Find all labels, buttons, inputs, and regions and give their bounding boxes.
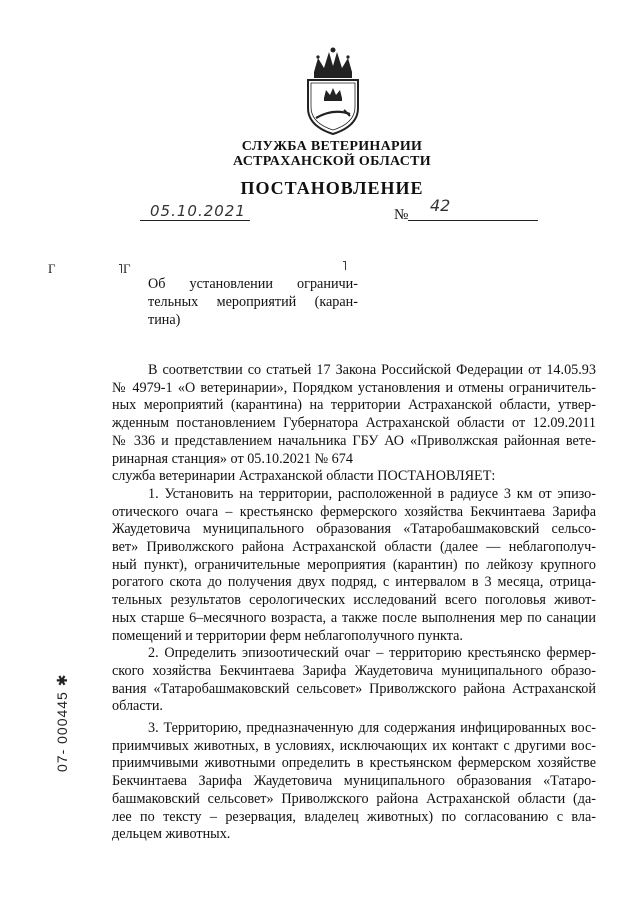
document-number: 42 [430,196,451,215]
document-subject [148,275,358,329]
item1-line: помещений и территории ферм неблагополучного пункта. [112,627,463,644]
item1-line: Жаудетовича муниципального образования «Татаробашмаковский сельсо- [112,521,596,538]
preamble-line: № 336 и представлением начальника ГБУ АО «Приволжская районная вете- [112,432,596,449]
date-underline [140,220,250,221]
item3-line: лее по тексту – резервация, владелец животных) по согласованию с вла- [112,808,596,825]
preamble-line: В соответствии со статьей 17 Закона Российской Федерации от 14.05.93 [148,362,596,378]
organization-name-line2: АСТРАХАНСКОЙ ОБЛАСТИ [232,154,431,169]
item3-line: приимчивыми животными определить в крестьянском фермерском хозяйстве [112,755,596,772]
corner-mark-left: Г [48,261,56,276]
preamble-line: жденным постановлением Губернатора Астраханской области от 12.09.2011 [112,415,596,432]
item1-line: ных старше 6–месячного возраста, а также после выполнения мер по санации [112,609,596,626]
corner-mark-subject-left: ˥Г [118,261,131,276]
item2-line: 2. Определить эпизоотический очаг – территорию крестьянско фермер- [148,645,596,662]
item2-line: вания «Татаробашмаковский сельсовет» Приволжского района Астраханской [112,680,596,697]
coat-of-arms-emblem [300,46,366,136]
item3-line: приимчивых животных, в условиях, исключающих их контакт с другими вос- [112,737,596,754]
preamble-line: ринарная станция» от 05.10.2021 № 674 [112,450,353,467]
organization-name-line1: СЛУЖБА ВЕТЕРИНАРИИ [241,139,423,154]
item3-line: дельцем животных. [112,826,231,843]
item1-line: вет» Приволжского района Астраханской области (далее — неблагополуч- [112,539,596,556]
item2-line: ского хозяйства Бекчинтаева Зарифа Жаудетовича муниципального образо- [112,662,596,679]
item1-line: рогатого скота до получения двух подряд, с интервалом в 3 месяца, отрица- [112,574,596,591]
margin-serial-stamp: 07- 000445 ✱ [54,673,70,772]
preamble-line: служба ветеринарии Астраханской области ПОСТАНОВЛЯЕТ: [112,468,496,485]
item1-line: ный пункт), ограничительные мероприятия (карантин) по лейкозу крупного [112,556,596,573]
subject-line: Об установлении ограничи- [148,276,358,292]
document-body [112,362,596,844]
number-underline [408,220,538,221]
item3-line: Бекчинтаева Зарифа Жаудетовича муниципального образования «Татаро- [112,773,596,790]
number-sign: № [394,207,409,223]
subject-line: тина) [148,312,181,328]
item2-line: области. [112,698,163,715]
item3-line: 3. Территорию, предназначенную для содержания инфицированных вос- [148,720,596,737]
item1-line: отического очага – крестьянско фермерского хозяйства Бекчинтаева Зарифа [112,503,596,520]
item1-line: тельных результатов серологических исследований всего поголовья живот- [112,592,596,609]
item1-line: 1. Установить на территории, расположенной в радиусе 3 км от эпизо- [148,485,596,502]
preamble-line: № 4979-1 «О ветеринарии», Порядком установления и отмены ограничитель- [112,379,596,396]
subject-line: тельных мероприятий (каран- [148,294,358,310]
document-type-title: ПОСТАНОВЛЕНИЕ [240,178,424,198]
preamble-line: ных мероприятий (карантина) на территории Астраханской области, утвер- [112,397,596,414]
corner-mark-subject-right: ˥ [342,258,347,273]
item3-line: башмаковский сельсовет» Приволжского района Астраханской области (да- [112,790,596,807]
document-date: 05.10.2021 [150,202,246,220]
